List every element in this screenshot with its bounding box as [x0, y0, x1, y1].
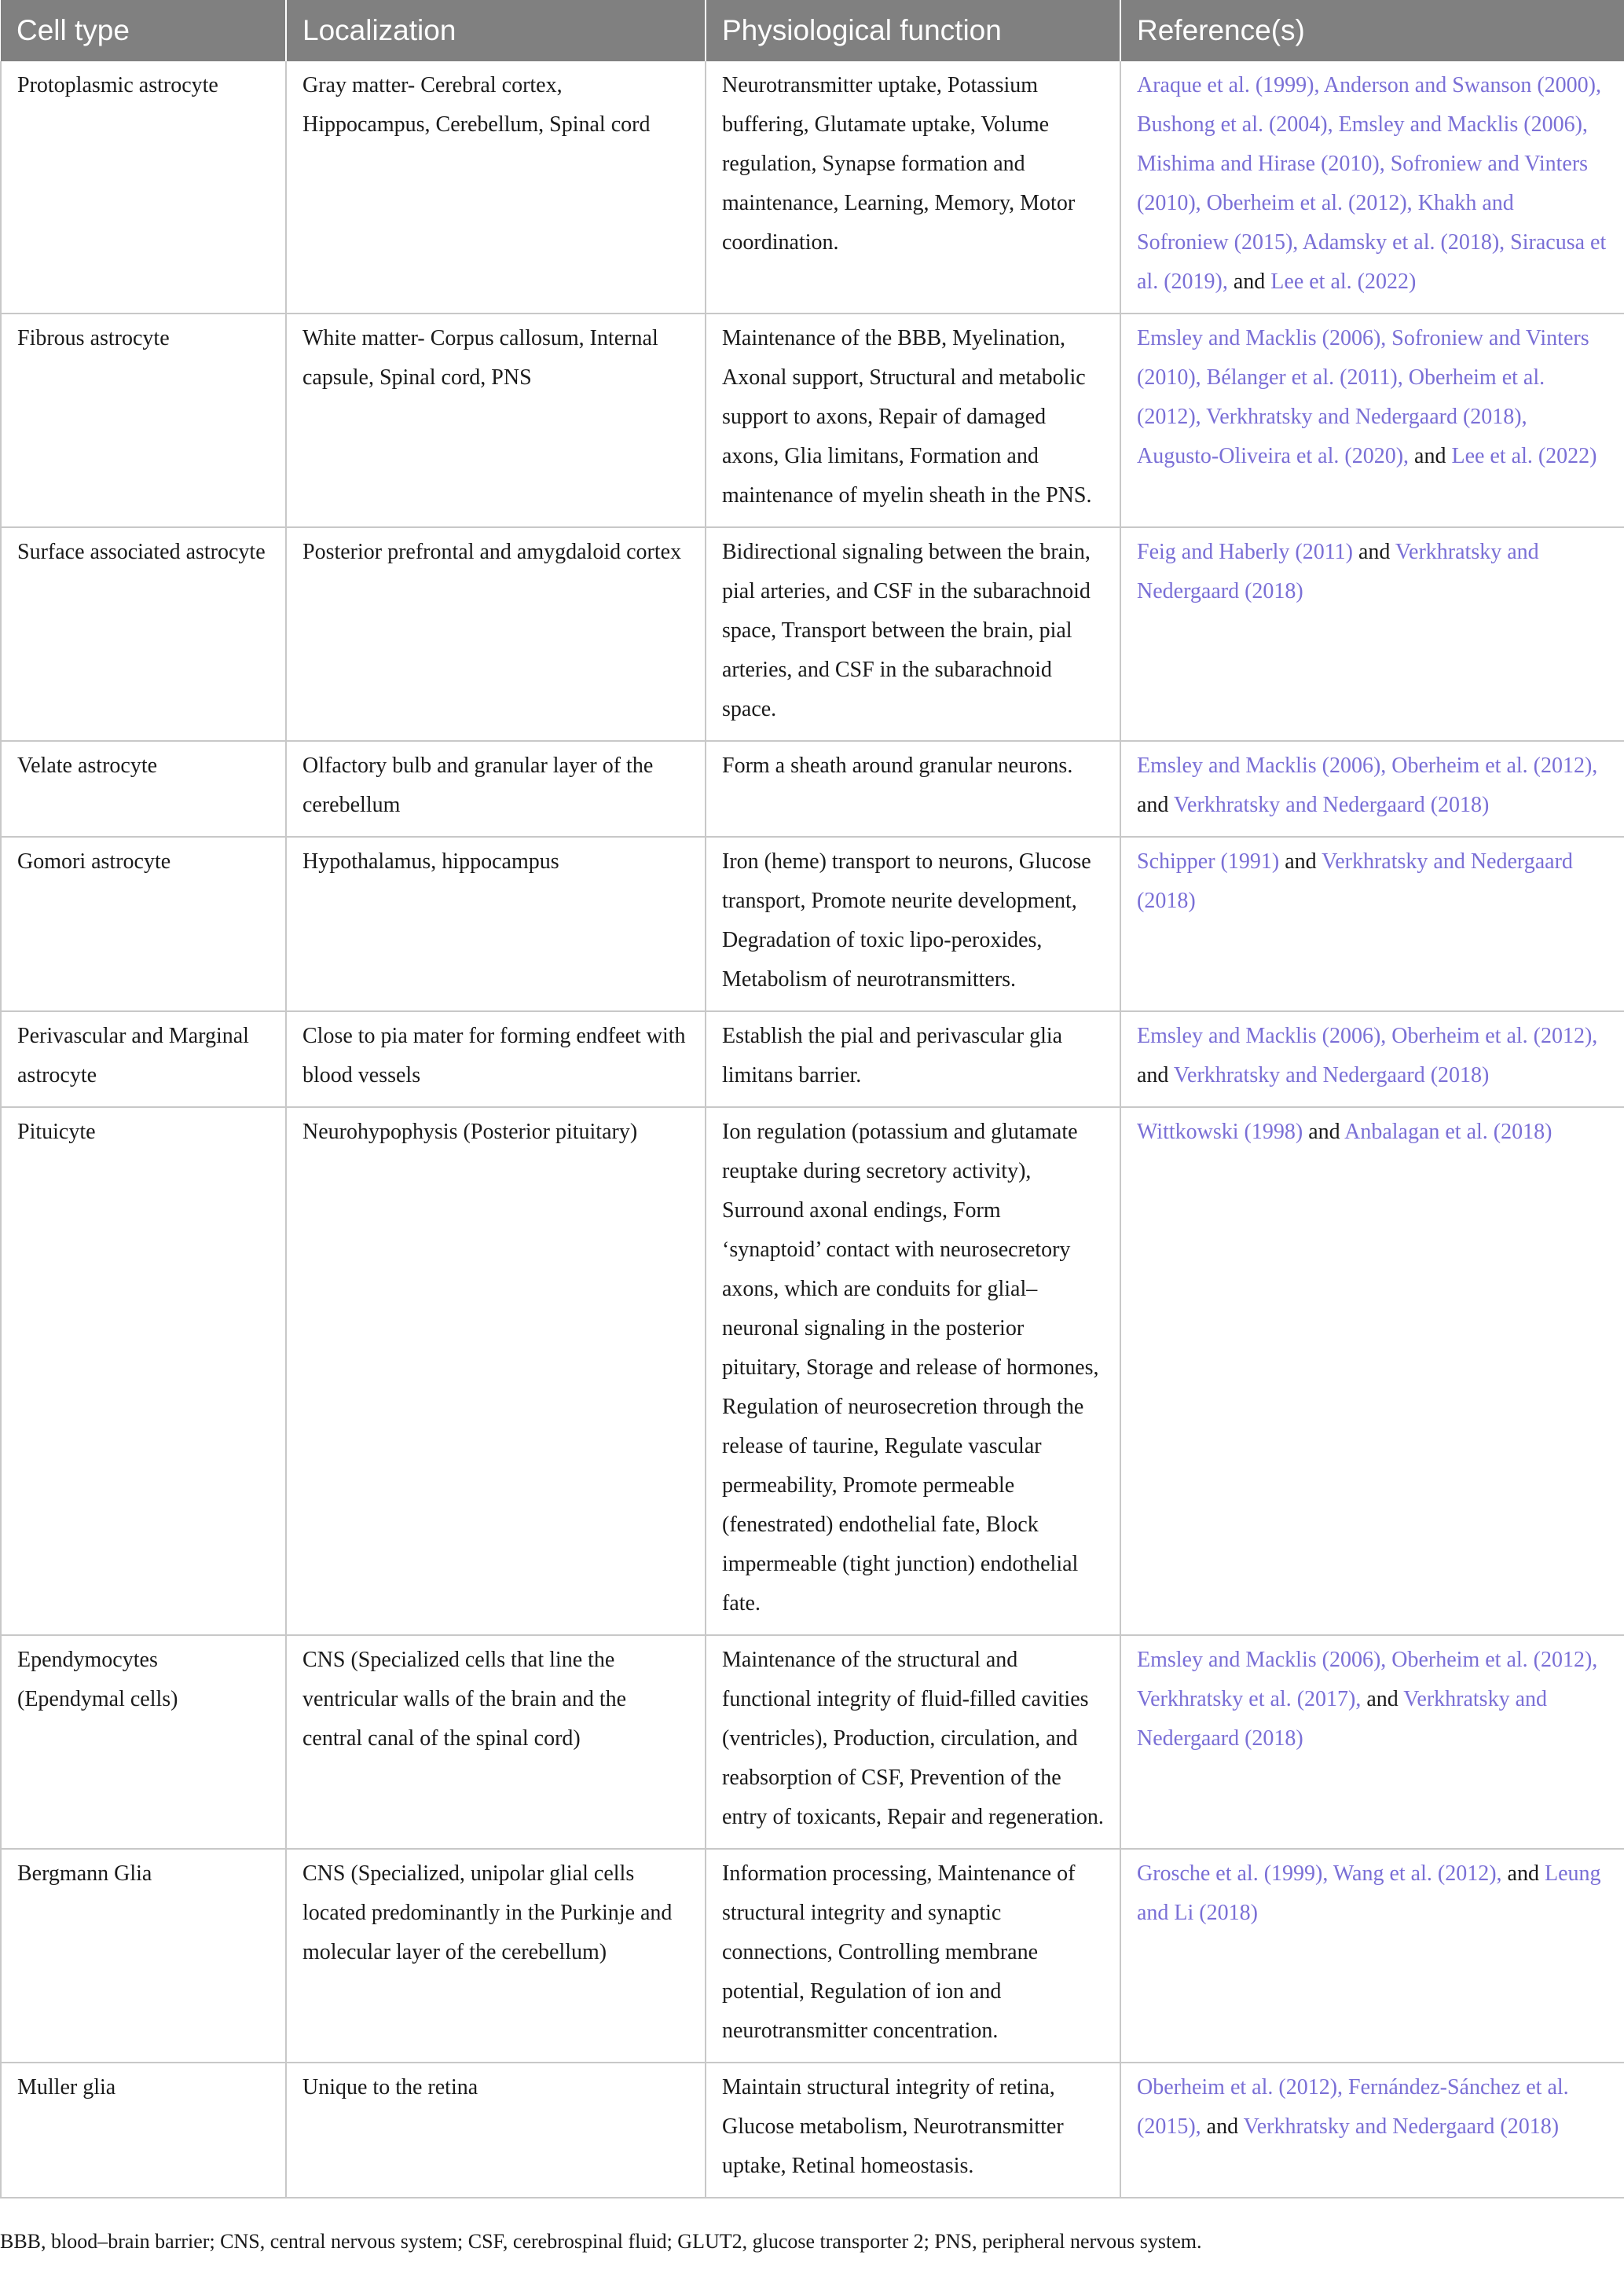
- header-physiological-function: Physiological function: [706, 0, 1120, 61]
- cell-type-cell: Ependymocytes (Ependymal cells): [1, 1635, 286, 1849]
- table-row: [1, 1849, 1624, 2063]
- cell-type-cell: Pituicyte: [1, 1107, 286, 1635]
- function-cell: Maintain structural integrity of retina, Glucose metabolism, Neurotransmitter uptake, Retinal homeostasis.: [706, 2063, 1120, 2198]
- reference-link[interactable]: Augusto-Oliveira et al. (2020),: [1137, 444, 1415, 468]
- table-row: [1, 2063, 1624, 2198]
- function-cell: Ion regulation (potassium and glutamate reuptake during secretory activity), Surround axonal endings, Form ‘synaptoid’ contact with neurosecretory axons, which are conduits for glial–neuronal signaling in the posterior pituitary, Storage and release of hormones, Regulation of neurosecretion through the release of taurine, Regulate vascular permeability, Promote permeable (fenestrated) endothelial fate, Block impermeable (tight junction) endothelial fate.: [706, 1107, 1120, 1635]
- function-cell: Establish the pial and perivascular glia limitans barrier.: [706, 1011, 1120, 1107]
- localization-cell: Olfactory bulb and granular layer of the cerebellum: [286, 741, 706, 837]
- reference-link[interactable]: Verkhratsky and Nedergaard (2018): [1137, 540, 1539, 603]
- reference-link[interactable]: Sofroniew and Vinters (2010),: [1137, 326, 1589, 390]
- cell-type-cell: Surface associated astrocyte: [1, 527, 286, 741]
- localization-cell: Posterior prefrontal and amygdaloid cortex: [286, 527, 706, 741]
- reference-connector: and: [1285, 849, 1322, 874]
- function-cell: Bidirectional signaling between the brain, pial arteries, and CSF in the subarachnoid space, Transport between the brain, pial arteries, and CSF in the subarachnoid space.: [706, 527, 1120, 741]
- reference-link[interactable]: Siracusa et al. (2019),: [1137, 230, 1607, 294]
- reference-link[interactable]: Lee et al. (2022): [1270, 270, 1417, 294]
- reference-link[interactable]: Mishima and Hirase (2010),: [1137, 152, 1391, 176]
- reference-link[interactable]: Verkhratsky and Nedergaard (2018): [1137, 1687, 1548, 1751]
- reference-link[interactable]: Oberheim et al. (2012),: [1137, 2075, 1349, 2099]
- reference-link[interactable]: Verkhratsky and Nedergaard (2018): [1243, 2114, 1560, 2139]
- cell-type-cell: Perivascular and Marginal astrocyte: [1, 1011, 286, 1107]
- cell-type-cell: Fibrous astrocyte: [1, 314, 286, 527]
- function-cell: Neurotransmitter uptake, Potassium buffering, Glutamate uptake, Volume regulation, Synapse formation and maintenance, Learning, Memory, Motor coordination.: [706, 61, 1120, 314]
- references-cell: [1120, 527, 1624, 741]
- reference-link[interactable]: Emsley and Macklis (2006),: [1137, 1648, 1392, 1672]
- reference-link[interactable]: Feig and Haberly (2011): [1137, 540, 1358, 564]
- function-cell: Form a sheath around granular neurons.: [706, 741, 1120, 837]
- cell-type-cell: Muller glia: [1, 2063, 286, 2198]
- function-cell: Maintenance of the structural and functional integrity of fluid-filled cavities (ventricles), Production, circulation, and reabsorption of CSF, Prevention of the entry of toxicants, Repair and regeneration.: [706, 1635, 1120, 1849]
- table-header: [1, 0, 1624, 61]
- reference-link[interactable]: Lee et al. (2022): [1451, 444, 1597, 468]
- table-row: [1, 1107, 1624, 1635]
- references-cell: [1120, 61, 1624, 314]
- reference-link[interactable]: Anderson and Swanson (2000),: [1323, 73, 1601, 97]
- reference-link[interactable]: Leung and Li (2018): [1137, 1861, 1601, 1925]
- reference-link[interactable]: Oberheim et al. (2012),: [1391, 754, 1598, 778]
- reference-link[interactable]: Adamsky et al. (2018),: [1302, 230, 1511, 255]
- header-row: [1, 0, 1624, 61]
- function-cell: Iron (heme) transport to neurons, Glucose transport, Promote neurite development, Degradation of toxic lipo-peroxides, Metabolism of neurotransmitters.: [706, 837, 1120, 1011]
- reference-link[interactable]: Sofroniew and Vinters (2010),: [1137, 152, 1589, 215]
- reference-link[interactable]: Emsley and Macklis (2006),: [1137, 1024, 1392, 1048]
- reference-link[interactable]: Verkhratsky and Nedergaard (2018): [1173, 1063, 1490, 1087]
- table-row: [1, 837, 1624, 1011]
- localization-cell: White matter- Corpus callosum, Internal capsule, Spinal cord, PNS: [286, 314, 706, 527]
- reference-link[interactable]: Khakh and Sofroniew (2015),: [1137, 191, 1514, 255]
- reference-link[interactable]: Bélanger et al. (2011),: [1206, 365, 1409, 390]
- table-row: [1, 1635, 1624, 1849]
- reference-connector: and: [1366, 1687, 1404, 1711]
- reference-connector: and: [1137, 1063, 1174, 1087]
- header-localization: Localization: [286, 0, 706, 61]
- reference-link[interactable]: Grosche et al. (1999),: [1137, 1861, 1333, 1886]
- reference-link[interactable]: Bushong et al. (2004),: [1137, 112, 1339, 137]
- reference-link[interactable]: Verkhratsky and Nedergaard (2018),: [1206, 405, 1527, 429]
- table-row: [1, 314, 1624, 527]
- references-cell: [1120, 741, 1624, 837]
- table-row: [1, 527, 1624, 741]
- reference-link[interactable]: Araque et al. (1999),: [1137, 73, 1324, 97]
- reference-link[interactable]: Verkhratsky and Nedergaard (2018): [1173, 793, 1490, 817]
- table-row: [1, 1011, 1624, 1107]
- table-row: [1, 61, 1624, 314]
- references-cell: [1120, 2063, 1624, 2198]
- reference-link[interactable]: Oberheim et al. (2012),: [1391, 1024, 1598, 1048]
- reference-connector: and: [1414, 444, 1452, 468]
- localization-cell: Close to pia mater for forming endfeet with blood vessels: [286, 1011, 706, 1107]
- localization-cell: CNS (Specialized cells that line the ventricular walls of the brain and the central canal of the spinal cord): [286, 1635, 706, 1849]
- table-body: [1, 61, 1624, 2198]
- function-cell: Information processing, Maintenance of structural integrity and synaptic connections, Controlling membrane potential, Regulation of ion and neurotransmitter concentration.: [706, 1849, 1120, 2063]
- header-cell-type: Cell type: [1, 0, 286, 61]
- reference-link[interactable]: Wittkowski (1998): [1137, 1120, 1309, 1144]
- reference-link[interactable]: Oberheim et al. (2012),: [1137, 365, 1545, 429]
- cell-type-cell: Velate astrocyte: [1, 741, 286, 837]
- reference-connector: and: [1206, 2114, 1244, 2139]
- reference-link[interactable]: Emsley and Macklis (2006),: [1338, 112, 1588, 137]
- localization-cell: Unique to the retina: [286, 2063, 706, 2198]
- reference-connector: and: [1507, 1861, 1545, 1886]
- references-cell: [1120, 1107, 1624, 1635]
- localization-cell: Hypothalamus, hippocampus: [286, 837, 706, 1011]
- localization-cell: Neurohypophysis (Posterior pituitary): [286, 1107, 706, 1635]
- reference-link[interactable]: Fernández-Sánchez et al. (2015),: [1137, 2075, 1569, 2139]
- cell-type-cell: Gomori astrocyte: [1, 837, 286, 1011]
- function-cell: Maintenance of the BBB, Myelination, Axonal support, Structural and metabolic support to axons, Repair of damaged axons, Glia limitans, Formation and maintenance of myelin sheath in the PNS.: [706, 314, 1120, 527]
- reference-link[interactable]: Emsley and Macklis (2006),: [1137, 754, 1392, 778]
- table-row: [1, 741, 1624, 837]
- header-references: Reference(s): [1120, 0, 1624, 61]
- references-cell: [1120, 314, 1624, 527]
- reference-link[interactable]: Emsley and Macklis (2006),: [1137, 326, 1392, 350]
- reference-connector: and: [1137, 793, 1174, 817]
- references-cell: [1120, 1011, 1624, 1107]
- reference-link[interactable]: Verkhratsky et al. (2017),: [1137, 1687, 1367, 1711]
- cell-type-cell: Bergmann Glia: [1, 1849, 286, 2063]
- table-footnote: BBB, blood–brain barrier; CNS, central nervous system; CSF, cerebrospinal fluid; GLUT2, glucose transporter 2; PNS, peripheral nervous system.: [0, 2230, 1202, 2253]
- reference-link[interactable]: Oberheim et al. (2012),: [1391, 1648, 1598, 1672]
- reference-link[interactable]: Wang et al. (2012),: [1333, 1861, 1508, 1886]
- localization-cell: CNS (Specialized, unipolar glial cells located predominantly in the Purkinje and molecular layer of the cerebellum): [286, 1849, 706, 2063]
- reference-link[interactable]: Anbalagan et al. (2018): [1344, 1120, 1553, 1144]
- references-cell: [1120, 1635, 1624, 1849]
- references-cell: [1120, 1849, 1624, 2063]
- reference-link[interactable]: Schipper (1991): [1137, 849, 1285, 874]
- reference-link[interactable]: Oberheim et al. (2012),: [1206, 191, 1418, 215]
- reference-connector: and: [1308, 1120, 1345, 1144]
- reference-link[interactable]: Verkhratsky and Nedergaard (2018): [1137, 849, 1573, 913]
- cell-type-cell: Protoplasmic astrocyte: [1, 61, 286, 314]
- reference-connector: and: [1358, 540, 1395, 564]
- reference-connector: and: [1233, 270, 1271, 294]
- localization-cell: Gray matter- Cerebral cortex, Hippocampus, Cerebellum, Spinal cord: [286, 61, 706, 314]
- references-cell: [1120, 837, 1624, 1011]
